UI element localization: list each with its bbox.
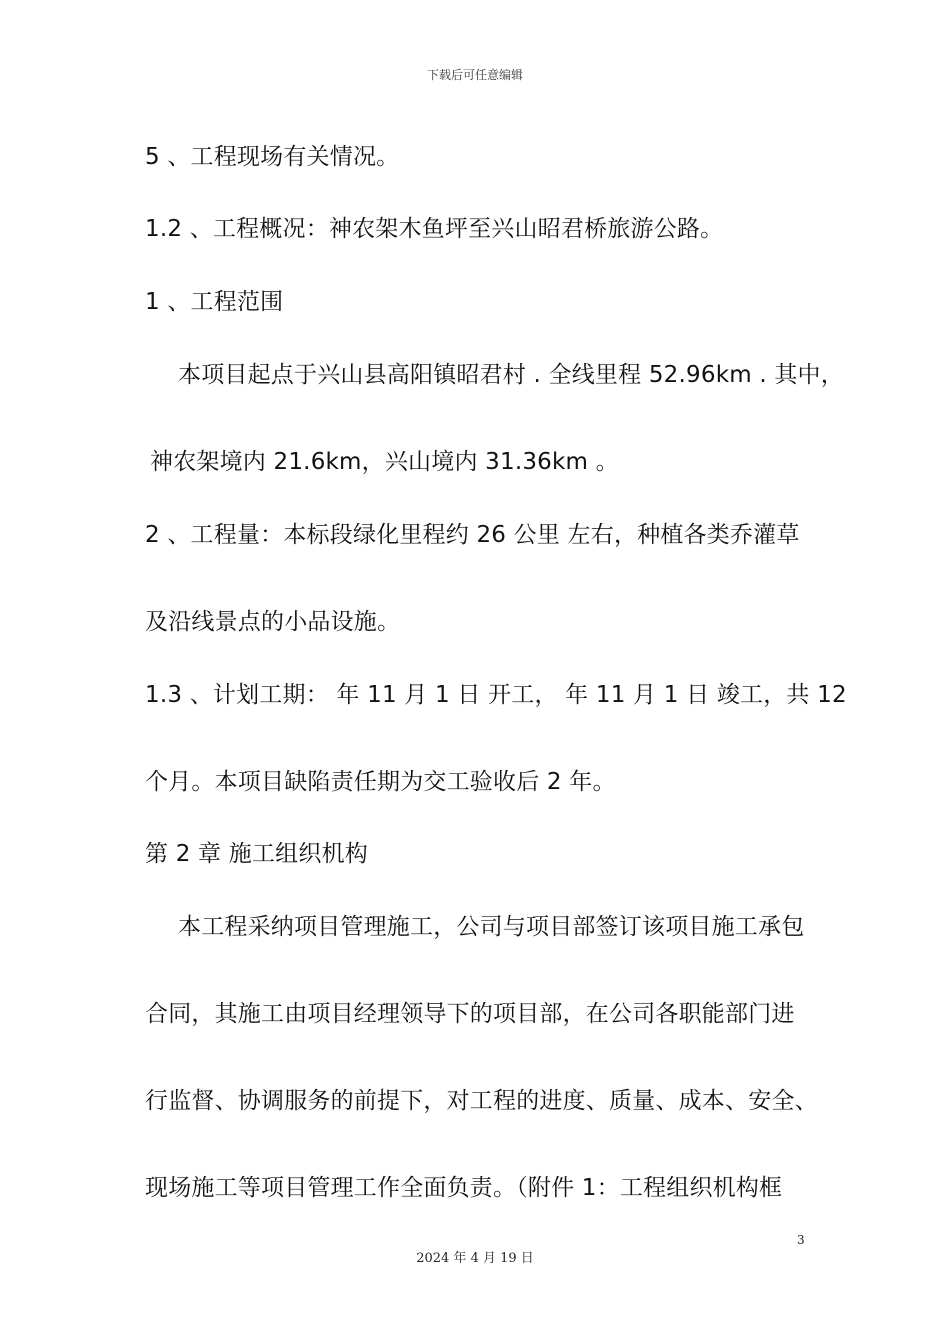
text-line-organization-3: 行监督、协调服务的前提下，对工程的进度、质量、成本、安全、 (145, 1088, 818, 1114)
text-line-project-scope-heading: 1 、工程范围 (145, 289, 284, 315)
text-line-schedule-cont: 个月。本项目缺陷责任期为交工验收后 2 年。 (145, 769, 616, 795)
text-line-scope-start: 本项目起点于兴山县高阳镇昭君村 . 全线里程 52.96km . 其中， (178, 362, 844, 388)
page-number: 3 (797, 1233, 805, 1247)
text-line-scope-mileage: 神农架境内 21.6km，兴山境内 31.36km 。 (150, 449, 619, 475)
text-line-organization-4: 现场施工等项目管理工作全面负责。（附件 1：工程组织机构框 (145, 1175, 783, 1201)
text-line-organization: 本工程采纳项目管理施工，公司与项目部签订该项目施工承包 (178, 914, 805, 940)
text-line-quantity: 2 、工程量：本标段绿化里程约 26 公里 左右，种植各类乔灌草 (145, 522, 800, 548)
text-line-organization-2: 合同，其施工由项目经理领导下的项目部，在公司各职能部门进 (145, 1001, 795, 1027)
text-line-site-conditions: 5 、工程现场有关情况。 (145, 144, 400, 170)
chapter-heading: 第 2 章 施工组织机构 (145, 841, 368, 867)
header-note: 下载后可任意编辑 (426, 68, 523, 82)
text-line-schedule: 1.3 、计划工期： 年 11 月 1 日 开工， 年 11 月 1 日 竣工，共 12 (145, 682, 847, 708)
text-line-quantity-cont: 及沿线景点的小品设施。 (145, 609, 401, 635)
text-line-project-overview: 1.2 、工程概况：神农架木鱼坪至兴山昭君桥旅游公路。 (145, 216, 724, 242)
footer-date: 2024 年 4 月 19 日 (416, 1251, 534, 1266)
